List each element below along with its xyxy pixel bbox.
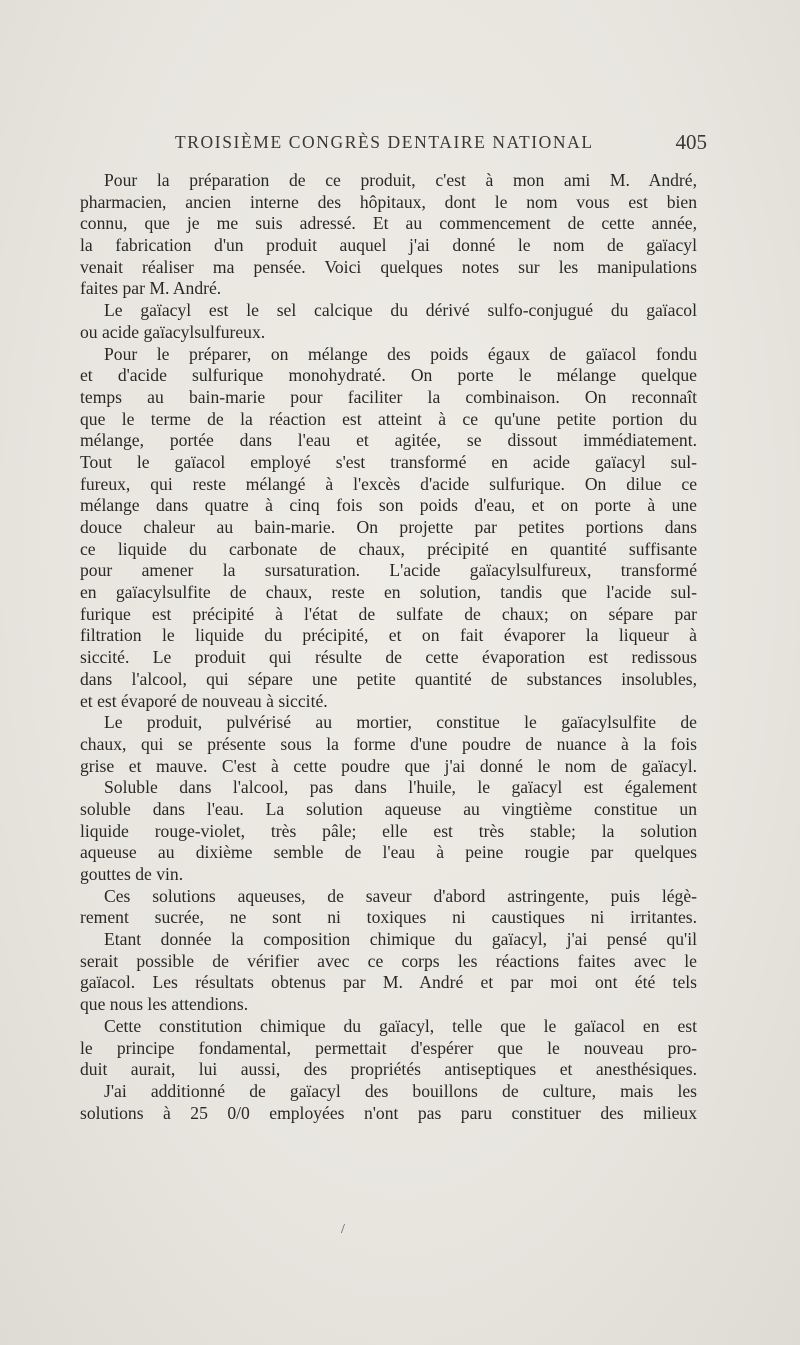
text-line: duit aurait, lui aussi, des propriétés antiseptiques et anesthésiques. (80, 1059, 697, 1080)
text-line: chaux, qui se présente sous la forme d'une poudre de nuance à la fois (80, 733, 697, 754)
text-line: douce chaleur au bain-marie. On projette par petites portions dans (80, 517, 697, 537)
text-line: pharmacien, ancien interne des hôpitaux, dont le nom vous est bien (80, 191, 697, 212)
text-line: ce liquide du carbonate de chaux, précipité en quantité suffisante (80, 538, 697, 559)
text-line: aqueuse au dixième semble de l'eau à peine rougie par quelques (80, 842, 697, 863)
text-line: grise et mauve. C'est à cette poudre que j'ai donné le nom de gaïacyl. (80, 755, 697, 776)
text-line: gouttes de vin. (80, 864, 184, 884)
text-line: serait possible de vérifier avec ce corps les réactions faites avec le (80, 950, 697, 971)
text-line: et d'acide sulfurique monohydraté. On porte le mélange quelque (80, 365, 697, 386)
text-line: solutions à 25 0/0 employées n'ont pas paru constituer des milieux (80, 1102, 697, 1123)
text-line: et est évaporé de nouveau à siccité. (80, 690, 328, 711)
text-line: fureux, qui reste mélangé à l'excès d'acide sulfurique. On dilue ce (80, 473, 697, 494)
page-number: 405 (675, 130, 707, 154)
text-line: mélange dans quatre à cinq fois son poids d'eau, et on porte à une (80, 495, 697, 516)
text-line: filtration le liquide du précipité, et on fait évaporer la liqueur à (80, 625, 697, 646)
text-line: gaïacol. Les résultats obtenus par M. André et par moi ont été tels (80, 972, 697, 993)
text-line: la fabrication d'un produit auquel j'ai donné le nom de gaïacyl (80, 235, 697, 256)
text-line: dans l'alcool, qui sépare une petite quantité de substances insolubles, (80, 668, 697, 689)
text-line: siccité. Le produit qui résulte de cette évaporation est redissous (80, 647, 697, 668)
running-title: TROISIÈME CONGRÈS DENTAIRE NATIONAL (175, 132, 594, 152)
text-line: Pour la préparation de ce produit, c'est à mon ami M. André, (104, 170, 697, 190)
text-line: liquide rouge-violet, très pâle; elle est très stable; la solution (80, 820, 697, 841)
text-line: ou acide gaïacylsulfureux. (80, 321, 266, 342)
text-line: furique est précipité à l'état de sulfate de chaux; on sépare par (80, 603, 697, 624)
text-line: Cette constitution chimique du gaïacyl, telle que le gaïacol en est (104, 1015, 697, 1036)
text-line: en gaïacylsulfite de chaux, reste en solution, tandis que l'acide sul- (80, 582, 697, 603)
text-line: Etant donnée la composition chimique du gaïacyl, j'ai pensé qu'il (104, 929, 697, 950)
text-line: Le produit, pulvérisé au mortier, constitue le gaïacylsulfite de (104, 712, 697, 733)
text-line: Pour le préparer, on mélange des poids égaux de gaïacol fondu (104, 343, 697, 364)
text-line: soluble dans l'eau. La solution aqueuse au vingtième constitue un (80, 798, 697, 819)
text-line: le principe fondamental, permettait d'espérer que le nouveau pro- (80, 1037, 697, 1058)
text-line: rement sucrée, ne sont ni toxiques ni caustiques ni irritantes. (80, 907, 697, 928)
text-line: temps au bain-marie pour faciliter la combinaison. On reconnaît (80, 386, 697, 407)
text-line: pour amener la sursaturation. L'acide gaïacylsulfureux, transformé (80, 560, 697, 581)
text-line: Ces solutions aqueuses, de saveur d'abord astringente, puis légè- (104, 885, 697, 906)
text-line: que le terme de la réaction est atteint à ce qu'une petite portion du (80, 408, 697, 429)
text-line: mélange, portée dans l'eau et agitée, se dissout immédiatement. (80, 430, 697, 451)
text-line: faites par M. André. (80, 278, 222, 299)
stray-mark: / (341, 1222, 345, 1237)
text-line: J'ai additionné de gaïacyl des bouillons de culture, mais les (104, 1080, 697, 1101)
text-line: Tout le gaïacol employé s'est transformé en acide gaïacyl sul- (80, 451, 697, 472)
text-line: Le gaïacyl est le sel calcique du dérivé sulfo-conjugué du gaïacol (104, 300, 697, 321)
page-header (175, 132, 707, 158)
text-line: venait réaliser ma pensée. Voici quelques notes sur les manipulations (80, 256, 697, 277)
text-line: Soluble dans l'alcool, pas dans l'huile, le gaïacyl est également (104, 777, 697, 798)
text-line: connu, que je me suis adressé. Et au commencement de cette année, (80, 213, 697, 234)
text-line: que nous les attendions. (80, 994, 249, 1015)
body-text (80, 170, 697, 1124)
